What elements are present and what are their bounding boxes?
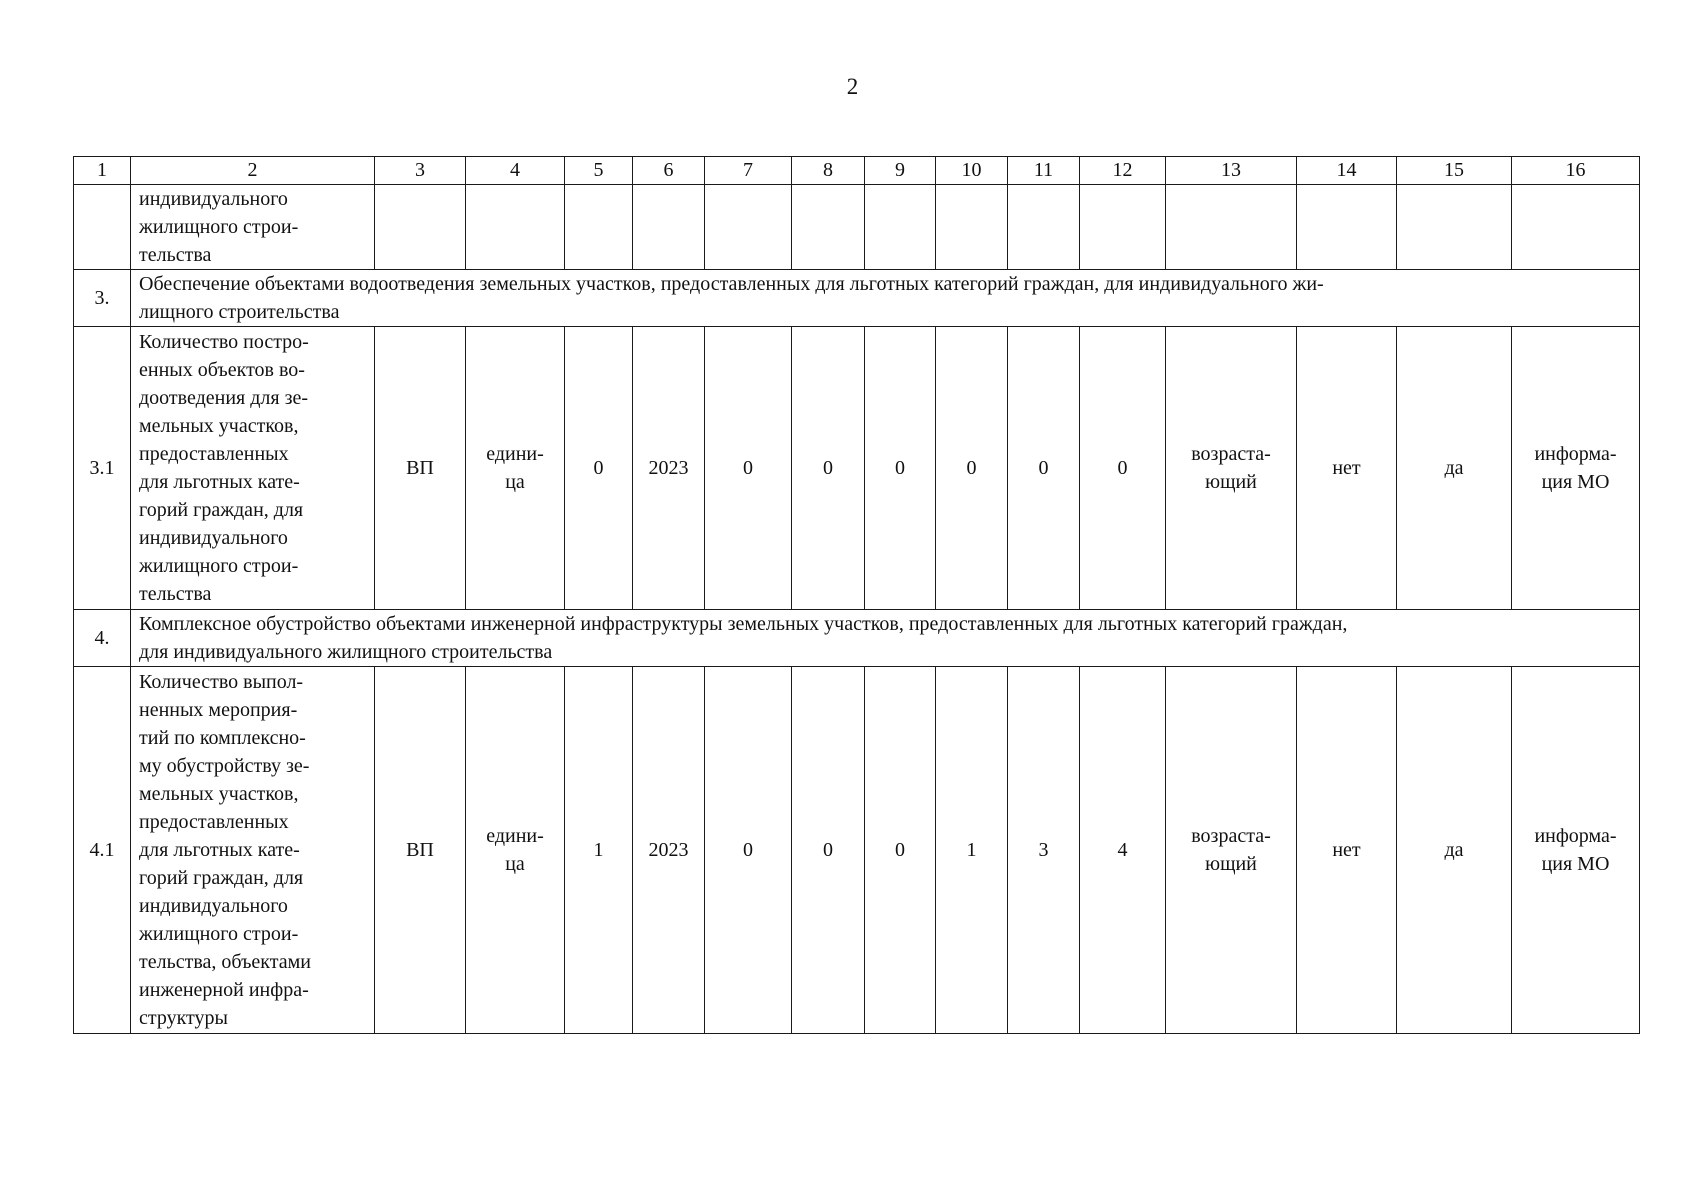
- col-header: 9: [865, 157, 936, 185]
- page-number: 2: [846, 74, 859, 99]
- text-line: возраста-: [1191, 825, 1271, 847]
- type-cell: ВП: [375, 327, 466, 610]
- value-cell: 0: [1008, 327, 1080, 610]
- text-line: для индивидуального жилищного строительства: [139, 641, 553, 663]
- text-line: тельства, объектами: [139, 951, 311, 973]
- empty-cell: [466, 185, 565, 270]
- empty-cell: [1080, 185, 1166, 270]
- text-line: индивидуального: [139, 188, 288, 210]
- empty-cell: [1297, 185, 1397, 270]
- trend-cell: [1166, 667, 1297, 1034]
- col-header: 12: [1080, 157, 1166, 185]
- section-title: [131, 270, 1640, 327]
- source-cell: [1512, 327, 1640, 610]
- text-line: возраста-: [1191, 443, 1271, 465]
- empty-cell: [865, 185, 936, 270]
- text-line: структуры: [139, 1007, 228, 1029]
- value-cell: 3: [1008, 667, 1080, 1034]
- text-line: едини-: [486, 825, 544, 847]
- text-line: ция МО: [1541, 853, 1610, 875]
- source-cell: [1512, 667, 1640, 1034]
- text-line: мельных участков,: [139, 415, 299, 437]
- indicator-name-cell: [131, 185, 375, 270]
- text-line: ющий: [1205, 471, 1257, 493]
- section-number: 4.: [74, 610, 131, 667]
- value-cell: 0: [865, 327, 936, 610]
- col-header: 14: [1297, 157, 1397, 185]
- indicators-table: [73, 156, 1640, 1034]
- col-header: 7: [705, 157, 792, 185]
- base-value-cell: 1: [565, 667, 633, 1034]
- value-cell: 4: [1080, 667, 1166, 1034]
- text-line: горий граждан, для: [139, 867, 304, 889]
- trend-cell: [1166, 327, 1297, 610]
- value-cell: 0: [792, 667, 865, 1034]
- col-header: 3: [375, 157, 466, 185]
- text-line: предоставленных: [139, 811, 289, 833]
- col-header: 16: [1512, 157, 1640, 185]
- text-line: доотведения для зе-: [139, 387, 309, 409]
- empty-cell: [565, 185, 633, 270]
- type-cell: ВП: [375, 667, 466, 1034]
- text-line: информа-: [1534, 825, 1617, 847]
- section-row: [74, 610, 1640, 667]
- col-header: 8: [792, 157, 865, 185]
- text-line: для льготных кате-: [139, 471, 300, 493]
- indicator-name-cell: [131, 667, 375, 1034]
- text-line: ца: [505, 471, 525, 493]
- col-header: 13: [1166, 157, 1297, 185]
- col15-cell: да: [1397, 327, 1512, 610]
- indicator-name-cell: [131, 327, 375, 610]
- text-line: предоставленных: [139, 443, 289, 465]
- col14-cell: нет: [1297, 327, 1397, 610]
- text-line: Обеспечение объектами водоотведения земельных участков, предоставленных для льготных категорий граждан, для индивидуального жи-: [139, 273, 1324, 295]
- col-header: 6: [633, 157, 705, 185]
- text-line: едини-: [486, 443, 544, 465]
- indicator-row: [74, 667, 1640, 1034]
- text-line: Комплексное обустройство объектами инженерной инфраструктуры земельных участков, предоставленных для льготных категорий граждан,: [139, 613, 1348, 635]
- value-cell: 0: [936, 327, 1008, 610]
- row-number-cell: 3.1: [74, 327, 131, 610]
- col-header: 2: [131, 157, 375, 185]
- text-line: лищного строительства: [139, 301, 340, 323]
- empty-cell: [375, 185, 466, 270]
- unit-cell: [466, 667, 565, 1034]
- value-cell: 0: [1080, 327, 1166, 610]
- empty-cell: [1008, 185, 1080, 270]
- text-line: жилищного строи-: [139, 216, 299, 238]
- empty-cell: [1166, 185, 1297, 270]
- text-line: индивидуального: [139, 895, 288, 917]
- text-line: енных объектов во-: [139, 359, 305, 381]
- text-line: тий по комплексно-: [139, 727, 306, 749]
- text-line: для льготных кате-: [139, 839, 300, 861]
- col14-cell: нет: [1297, 667, 1397, 1034]
- text-line: индивидуального: [139, 527, 288, 549]
- base-year-cell: 2023: [633, 667, 705, 1034]
- base-year-cell: 2023: [633, 327, 705, 610]
- col-header: 1: [74, 157, 131, 185]
- value-cell: 0: [792, 327, 865, 610]
- empty-cell: [705, 185, 792, 270]
- value-cell: 0: [865, 667, 936, 1034]
- text-line: жилищного строи-: [139, 923, 299, 945]
- text-line: тельства: [139, 244, 212, 266]
- empty-cell: [1397, 185, 1512, 270]
- col15-cell: да: [1397, 667, 1512, 1034]
- row-number-cell: 4.1: [74, 667, 131, 1034]
- text-line: му обустройству зе-: [139, 755, 310, 777]
- col-header: 10: [936, 157, 1008, 185]
- text-line: мельных участков,: [139, 783, 299, 805]
- text-line: Количество постро-: [139, 331, 309, 353]
- text-line: Количество выпол-: [139, 671, 304, 693]
- text-line: ция МО: [1541, 471, 1610, 493]
- col-header: 11: [1008, 157, 1080, 185]
- base-value-cell: 0: [565, 327, 633, 610]
- text-line: информа-: [1534, 443, 1617, 465]
- text-line: инженерной инфра-: [139, 979, 309, 1001]
- col-header: 15: [1397, 157, 1512, 185]
- value-cell: 1: [936, 667, 1008, 1034]
- col-header: 5: [565, 157, 633, 185]
- text-line: жилищного строи-: [139, 555, 299, 577]
- column-number-row: [74, 157, 1640, 185]
- section-number: 3.: [74, 270, 131, 327]
- empty-cell: [1512, 185, 1640, 270]
- value-cell: 0: [705, 667, 792, 1034]
- unit-cell: [466, 327, 565, 610]
- text-line: ненных мероприя-: [139, 699, 298, 721]
- text-line: тельства: [139, 583, 212, 605]
- empty-cell: [792, 185, 865, 270]
- col-header: 4: [466, 157, 565, 185]
- text-line: ца: [505, 853, 525, 875]
- empty-cell: [936, 185, 1008, 270]
- section-row: [74, 270, 1640, 327]
- row-number-cell: [74, 185, 131, 270]
- text-line: горий граждан, для: [139, 499, 304, 521]
- empty-cell: [633, 185, 705, 270]
- text-line: ющий: [1205, 853, 1257, 875]
- continuation-row: [74, 185, 1640, 270]
- indicator-row: [74, 327, 1640, 610]
- section-title: [131, 610, 1640, 667]
- value-cell: 0: [705, 327, 792, 610]
